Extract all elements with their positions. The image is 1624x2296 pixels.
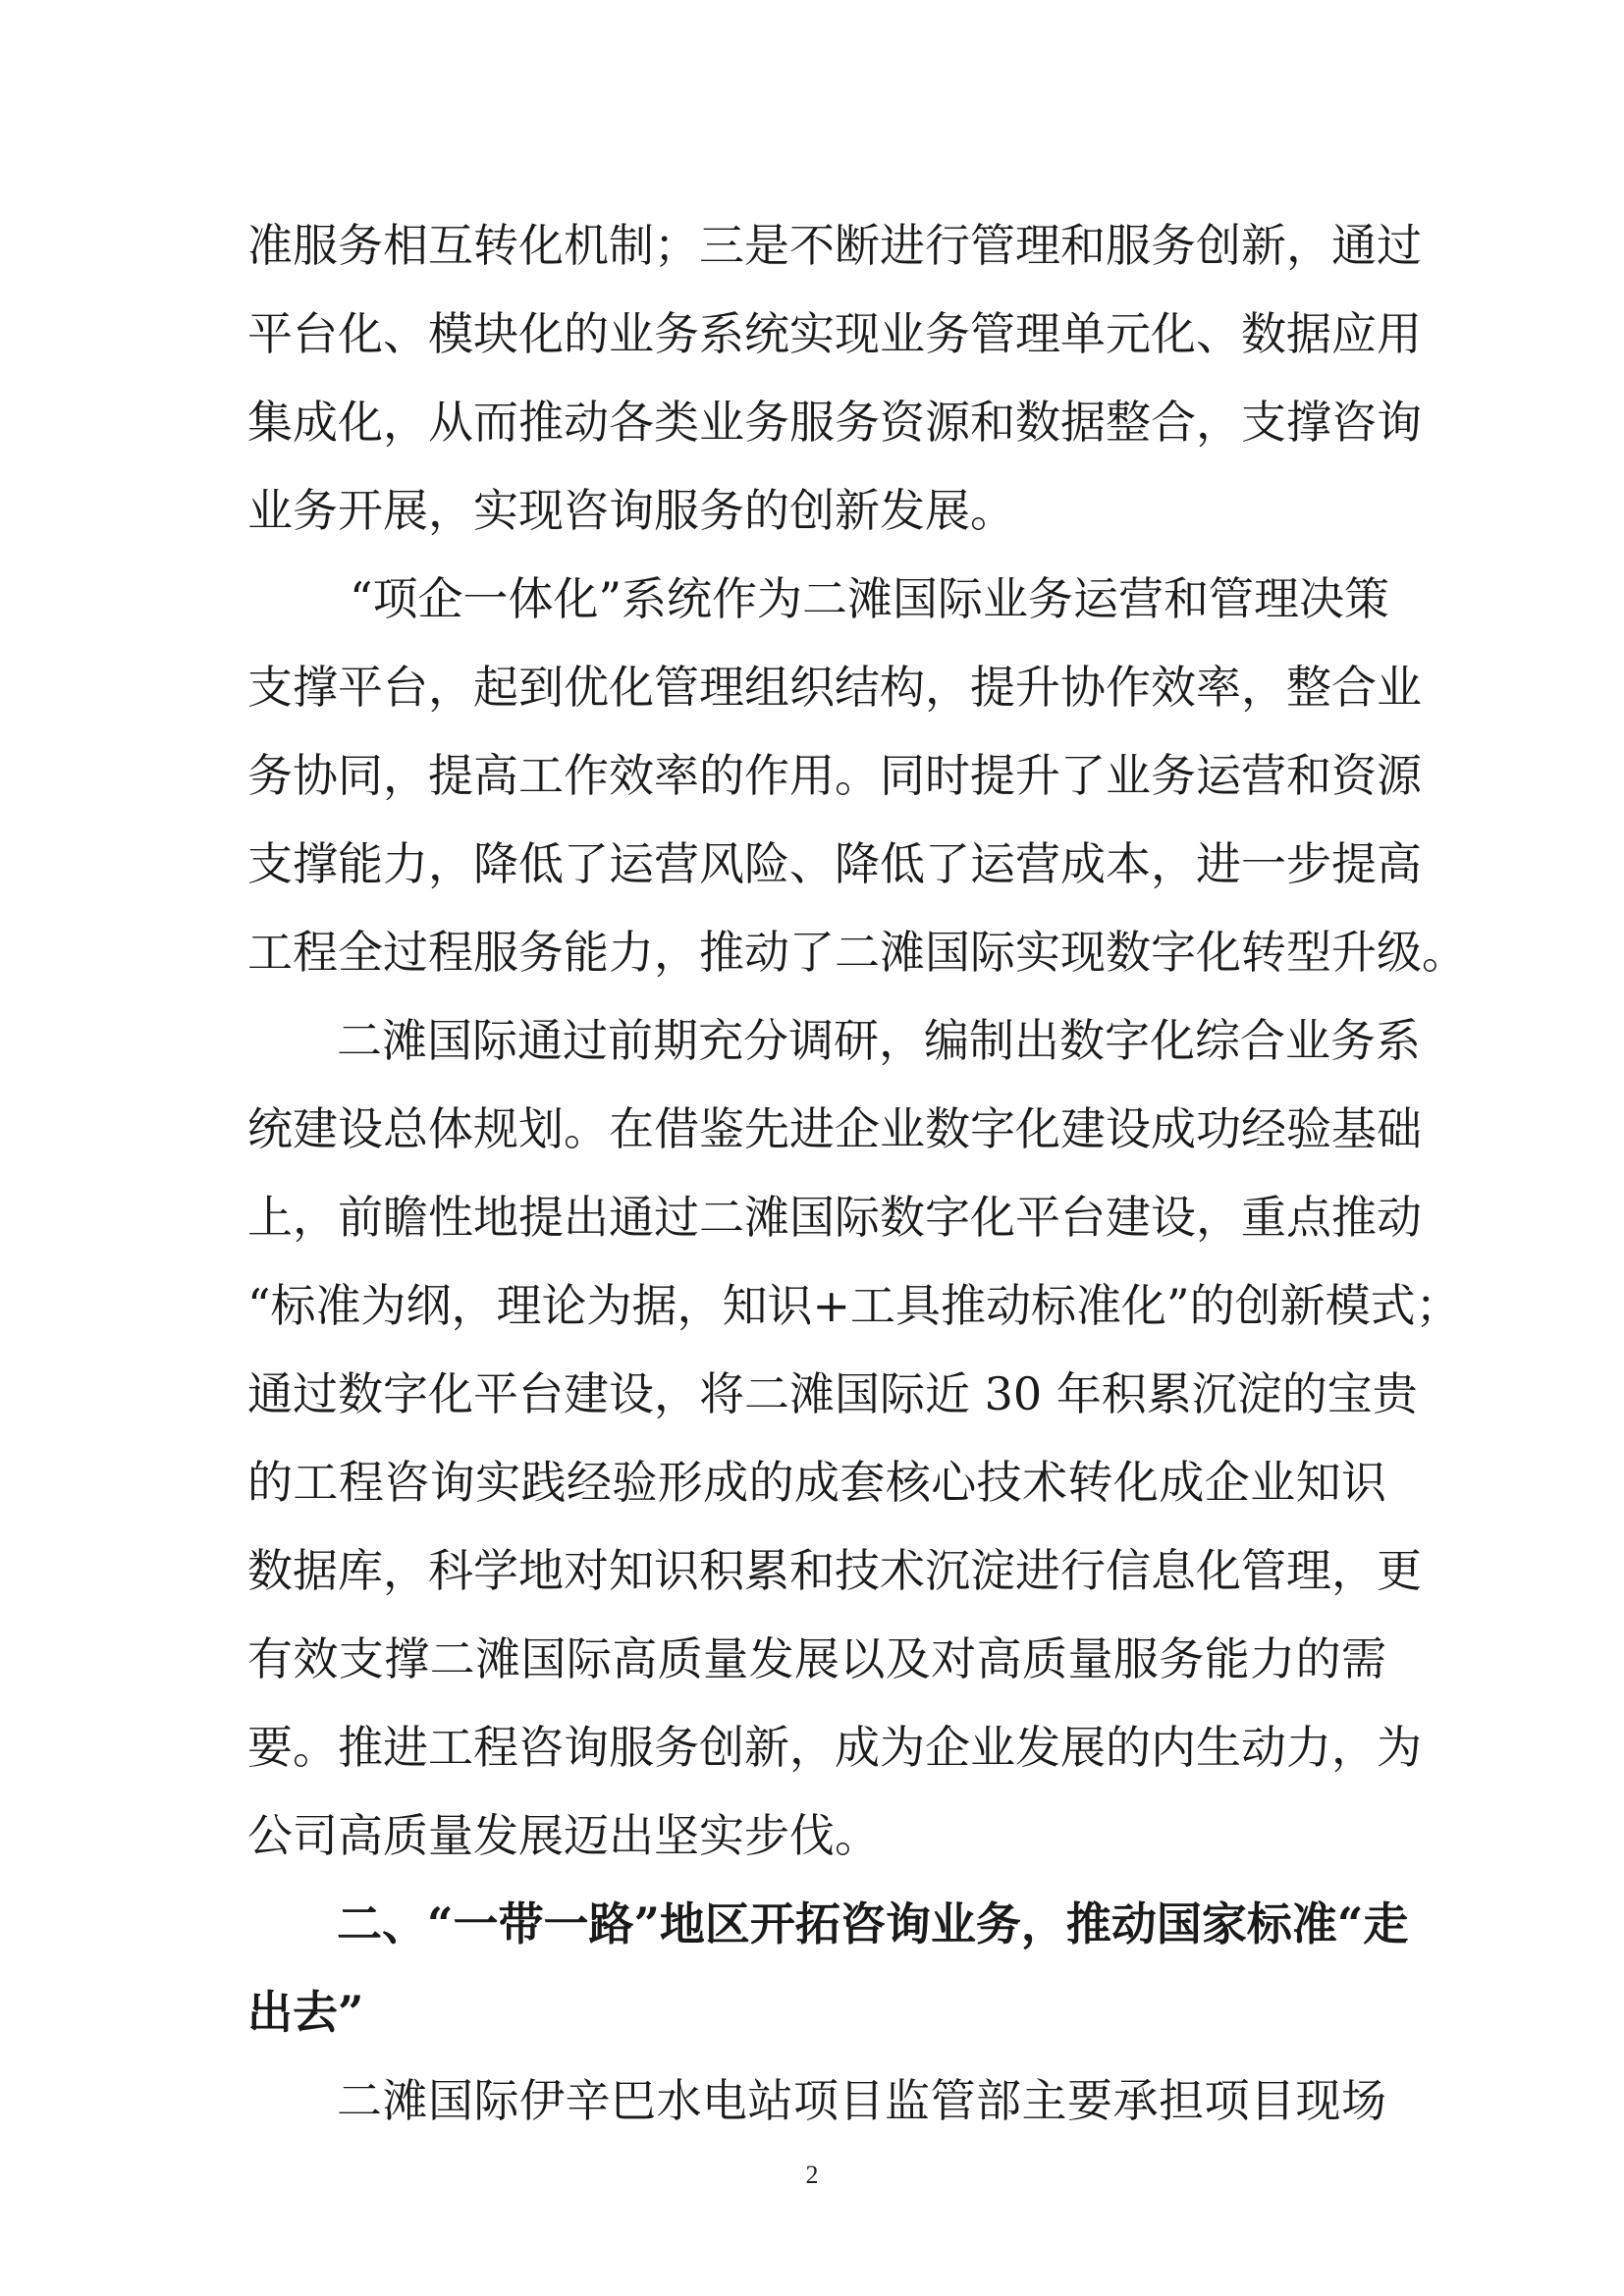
body-text-line: 公司高质量发展迈出坚实步伐。	[247, 1809, 880, 1862]
body-text-line: 务协同，提高工作效率的作用。同时提升了业务运营和资源	[247, 749, 1422, 802]
body-text-line: 统建设总体规划。在借鉴先进企业数字化建设成功经验基础	[247, 1102, 1422, 1155]
page-number: 2	[805, 2161, 819, 2189]
body-text-line: 平台化、模块化的业务系统实现业务管理单元化、数据应用	[247, 307, 1422, 360]
body-text-line: 的工程咨询实践经验形成的成套核心技术转化成企业知识	[247, 1456, 1386, 1509]
body-text-line: 工程全过程服务能力，推动了二滩国际实现数字化转型升级。	[247, 926, 1467, 979]
body-text-line: 通过数字化平台建设，将二滩国际近 30 年积累沉淀的宝贵	[247, 1367, 1418, 1420]
section-heading: 二、“一带一路”地区开拓咨询业务，推动国家标准“走	[337, 1897, 1409, 1950]
body-text-line: 有效支撑二滩国际高质量发展以及对高质量服务能力的需	[247, 1632, 1386, 1685]
body-text-line: 集成化，从而推动各类业务服务资源和数据整合，支撑咨询	[247, 396, 1422, 449]
body-text-line: “项企一体化”系统作为二滩国际业务运营和管理决策	[350, 572, 1390, 625]
body-text-line: 上，前瞻性地提出通过二滩国际数字化平台建设，重点推动	[247, 1191, 1422, 1244]
body-text-line: 二滩国际通过前期充分调研，编制出数字化综合业务系	[337, 1014, 1421, 1067]
body-text-line: 二滩国际伊辛巴水电站项目监管部主要承担项目现场	[337, 2074, 1386, 2127]
body-text-line: 支撑能力，降低了运营风险、降低了运营成本，进一步提高	[247, 837, 1422, 890]
body-text-line: 业务开展，实现咨询服务的创新发展。	[247, 484, 1015, 537]
body-text-line: “标准为纲，理论为据，知识+工具推动标准化”的创新模式；	[247, 1279, 1461, 1332]
body-text-line: 准服务相互转化机制；三是不断进行管理和服务创新，通过	[247, 219, 1422, 272]
body-text-line: 要。推进工程咨询服务创新，成为企业发展的内生动力，为	[247, 1721, 1422, 1774]
section-heading: 出去”	[247, 1986, 364, 2039]
body-text-line: 支撑平台，起到优化管理组织结构，提升协作效率，整合业	[247, 661, 1422, 714]
body-text-line: 数据库，科学地对知识积累和技术沉淀进行信息化管理，更	[247, 1544, 1422, 1597]
